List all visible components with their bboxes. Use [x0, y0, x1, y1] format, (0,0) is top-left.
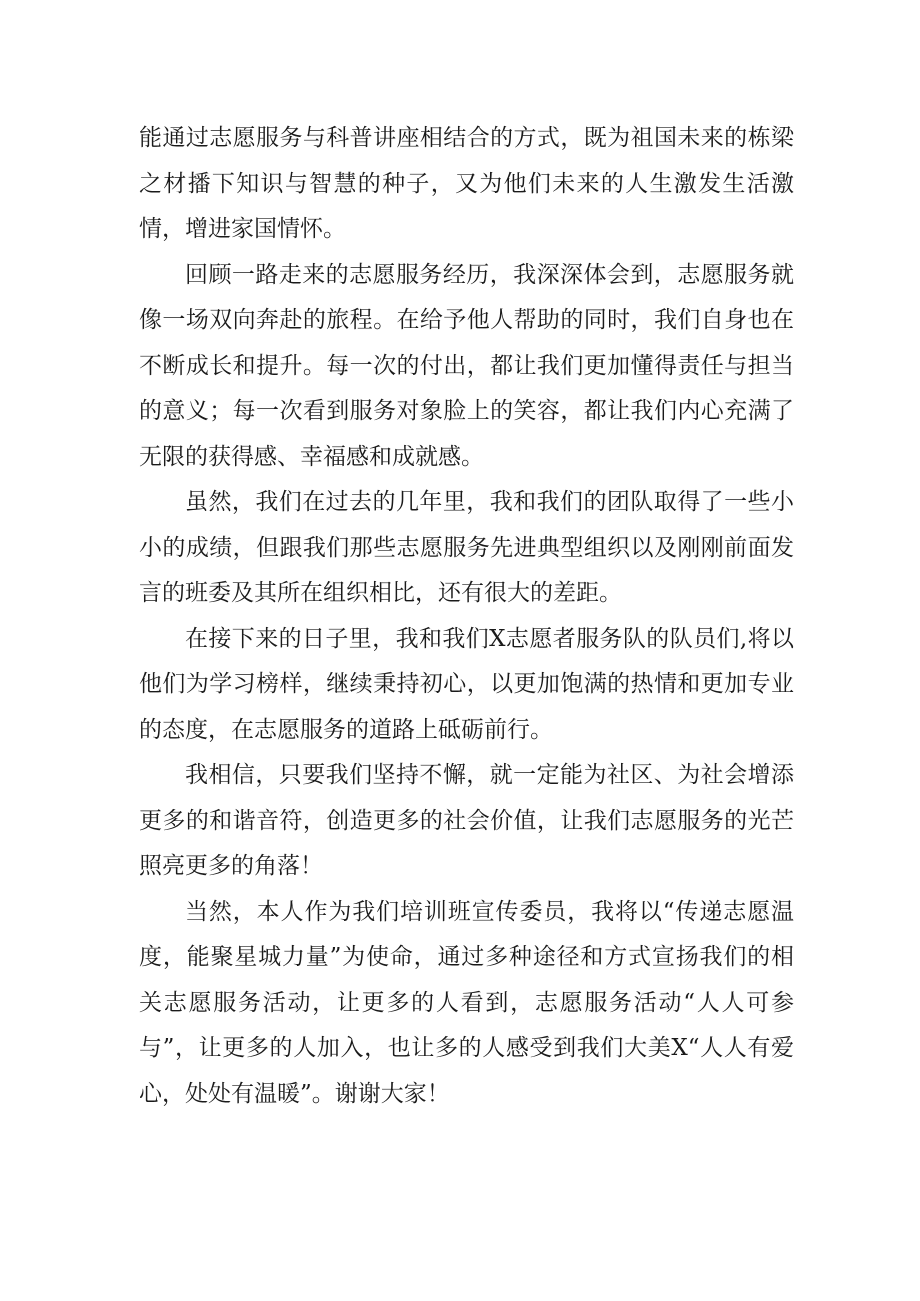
paragraph-3: 虽然，我们在过去的几年里，我和我们的团队取得了一些小小的成绩，但跟我们那些志愿服务先进典型组织以及刚刚前面发言的班委及其所在组织相比，还有很大的差距。 [139, 489, 794, 606]
paragraph-1: 能通过志愿服务与科普讲座相结合的方式，既为祖国未来的栋梁之材播下知识与智慧的种子，又为他们未来的人生激发生活激情，增进家国情怀。 [139, 125, 794, 242]
paragraph-5: 我相信，只要我们坚持不懈，就一定能为社区、为社会增添更多的和谐音符，创造更多的社会价值，让我们志愿服务的光芒照亮更多的角落！ [139, 762, 794, 879]
paragraph-6: 当然，本人作为我们培训班宣传委员，我将以“传递志愿温度，能聚星城力量”为使命，通过多种途径和方式宣扬我们的相关志愿服务活动，让更多的人看到，志愿服务活动“人人可参与”，让更多的人加入，也让多的人感受到我们大美X“人人有爱心，处处有温暖”。谢谢大家！ [139, 898, 794, 1107]
document-body [139, 116, 794, 1117]
paragraph-4: 在接下来的日子里，我和我们X志愿者服务队的队员们,将以他们为学习榜样，继续秉持初心，以更加饱满的热情和更加专业的态度，在志愿服务的道路上砥砺前行。 [139, 625, 794, 743]
paragraph-2: 回顾一路走来的志愿服务经历，我深深体会到，志愿服务就像一场双向奔赴的旅程。在给予他人帮助的同时，我们自身也在不断成长和提升。每一次的付出，都让我们更加懂得责任与担当的意义；每一次看到服务对象脸上的笑容，都让我们内心充满了无限的获得感、幸福感和成就感。 [139, 261, 794, 470]
